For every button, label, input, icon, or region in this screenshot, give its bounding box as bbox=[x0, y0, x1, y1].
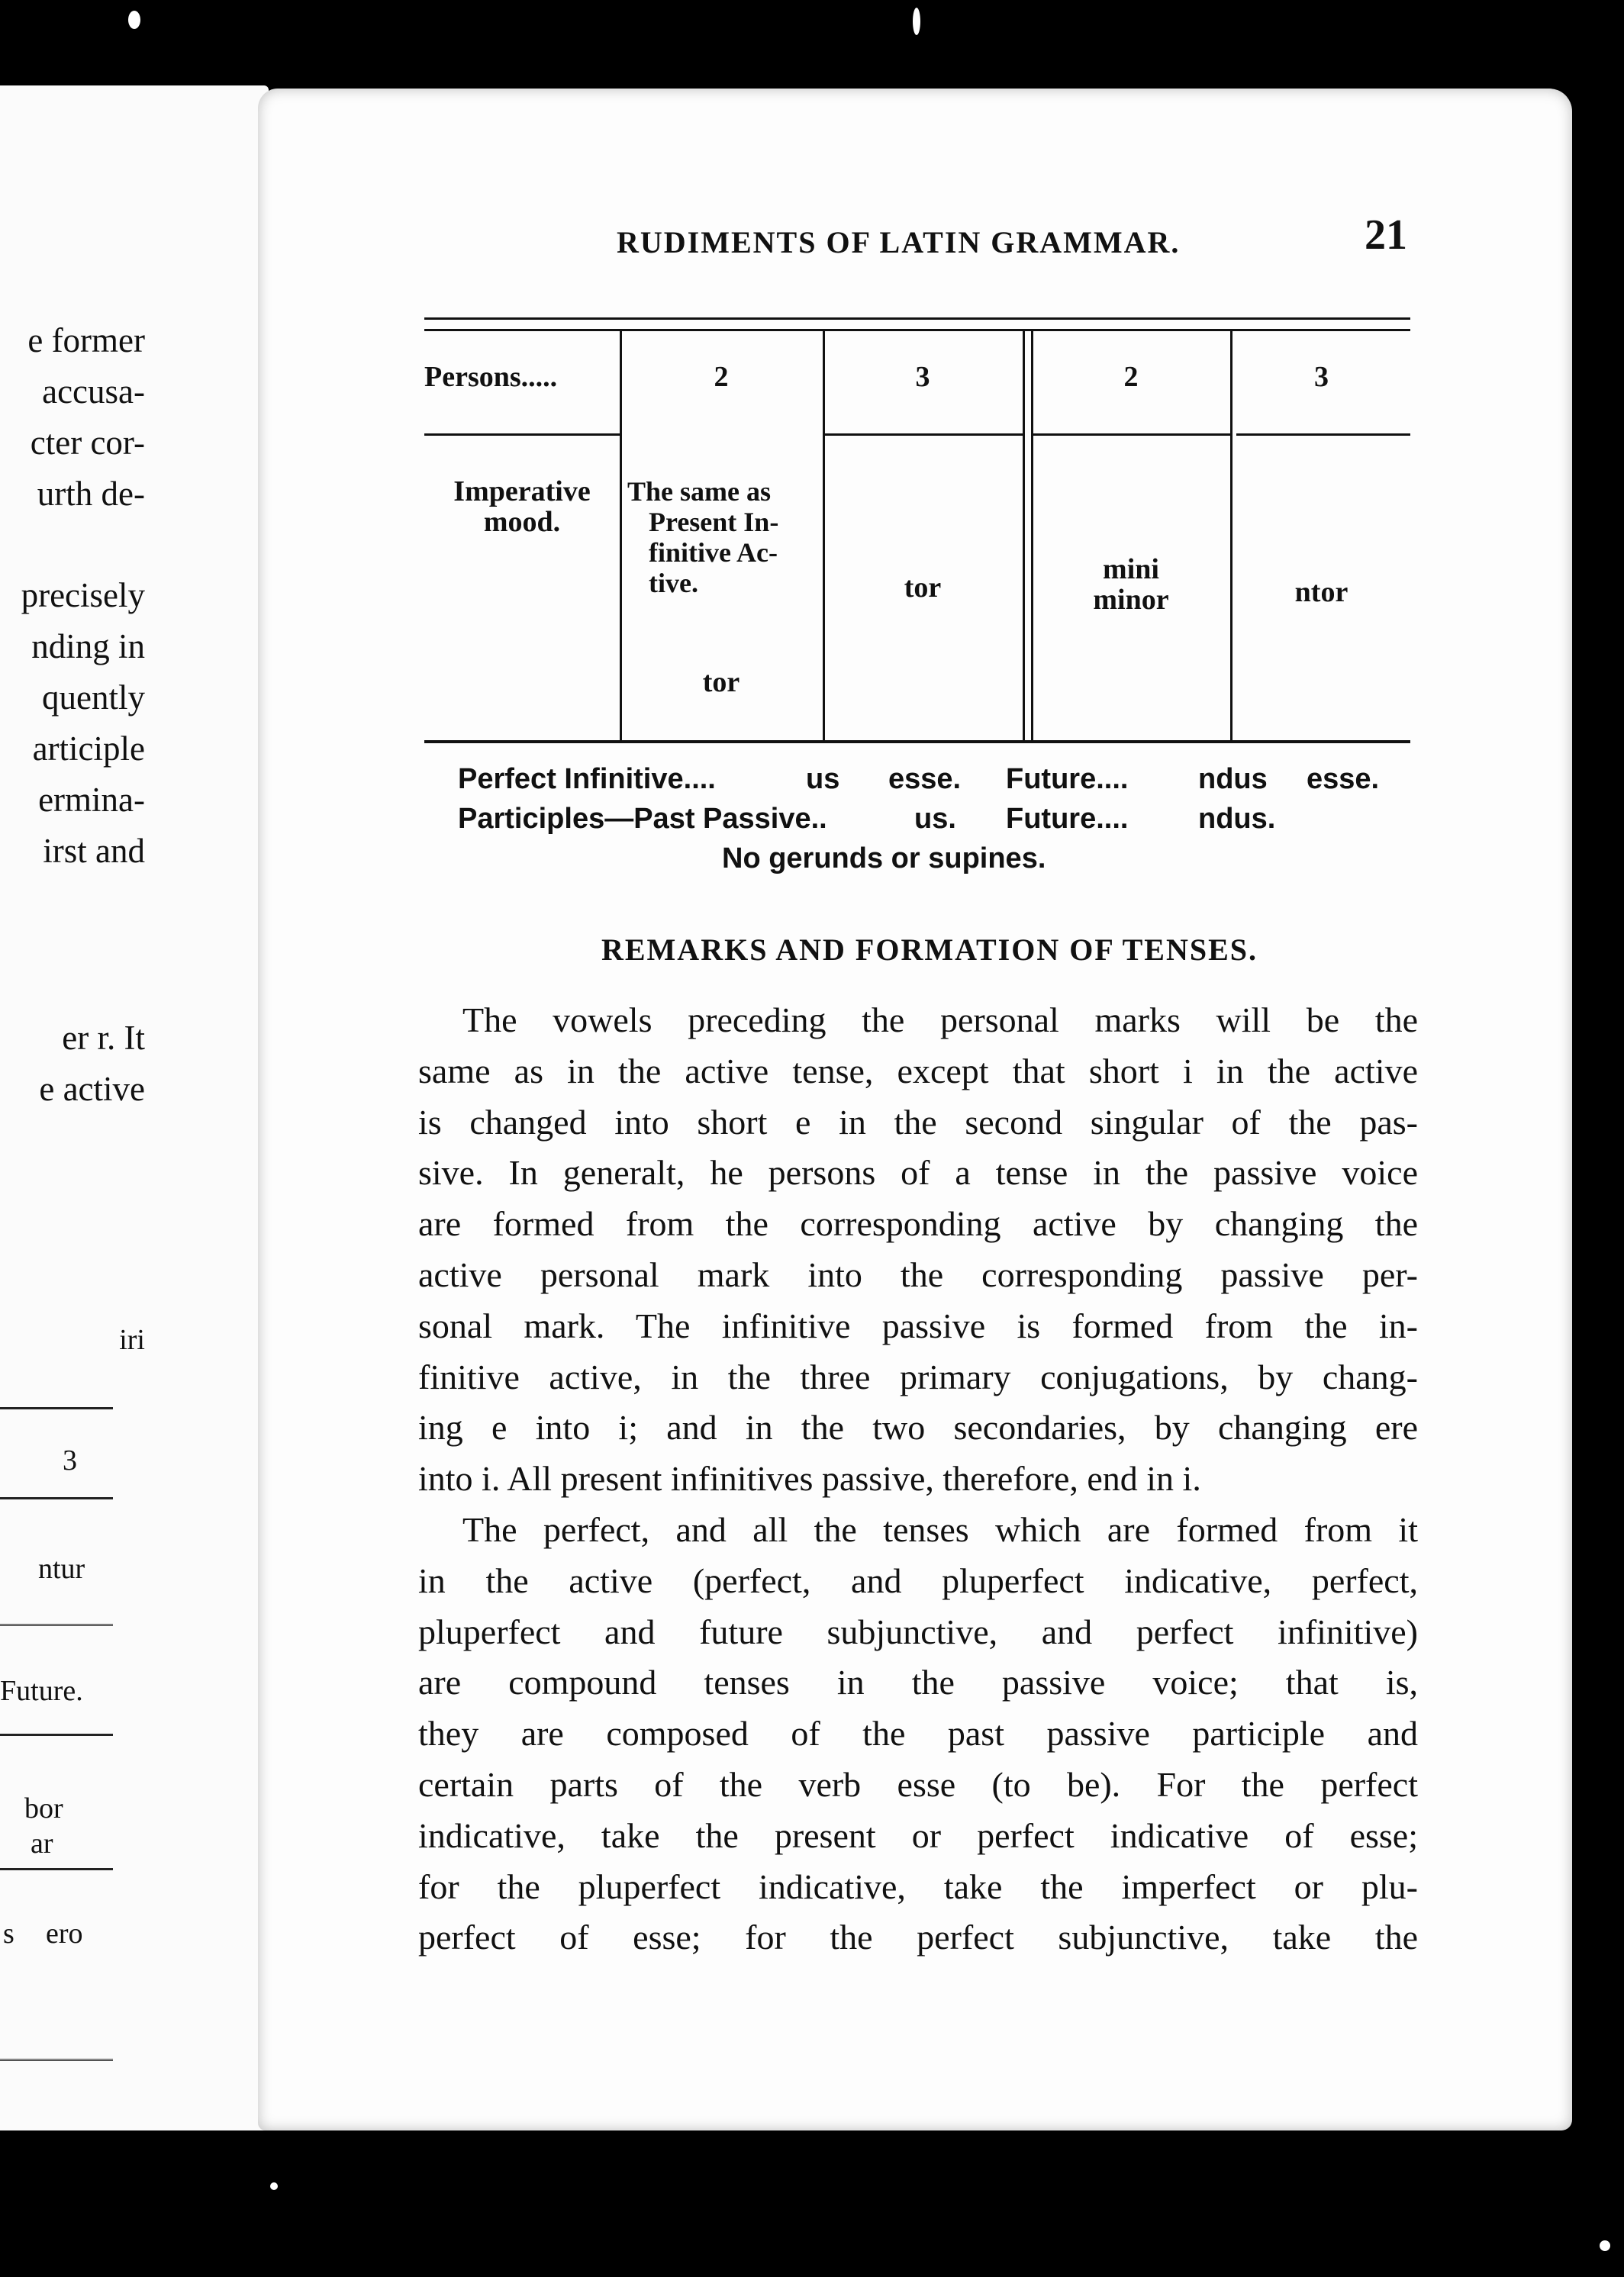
persons-value: 2 bbox=[714, 361, 729, 393]
note-value: us. bbox=[914, 803, 956, 835]
imperative-line: finitive Ac- bbox=[649, 537, 778, 568]
text-line: for the pluperfect indicative, take the imperfect or plu- bbox=[418, 1866, 1418, 1906]
left-line: accusa- bbox=[42, 372, 145, 411]
imperative-line: Present In- bbox=[649, 507, 779, 537]
left-table-cell: ar bbox=[31, 1828, 53, 1860]
note-value: Future.... bbox=[1006, 803, 1129, 835]
left-line: quently bbox=[42, 678, 145, 717]
imperative-ending bbox=[1032, 554, 1230, 615]
text-line: The vowels preceding the personal marks will be the bbox=[462, 1000, 1418, 1039]
imperative-line: minor bbox=[1093, 584, 1169, 616]
running-header: RUDIMENTS OF LATIN GRAMMAR. bbox=[617, 225, 1181, 259]
text-line: into i. All present infinitives passive, therefore, end in i. bbox=[418, 1459, 1201, 1499]
left-line: nding in bbox=[31, 627, 145, 665]
page-number: 21 bbox=[1365, 211, 1407, 259]
left-table-cell: ntur bbox=[38, 1553, 85, 1585]
left-line: urth de- bbox=[37, 475, 145, 513]
text-line: is changed into short e in the second singular of the pas- bbox=[418, 1102, 1418, 1142]
text-line: perfect of esse; for the perfect subjunctive, take the bbox=[418, 1918, 1418, 1957]
persons-value: 3 bbox=[1314, 361, 1329, 393]
left-table-cell: Future. bbox=[0, 1675, 83, 1707]
note-value: ndus. bbox=[1198, 803, 1276, 835]
table-row-rule bbox=[1032, 433, 1230, 436]
text-line: sive. In generalt, he persons of a tense in the passive voice bbox=[418, 1153, 1418, 1193]
imperative-line: The same as bbox=[627, 476, 771, 507]
text-line: are formed from the corresponding active by changing the bbox=[418, 1204, 1418, 1244]
left-table-rule bbox=[0, 1624, 113, 1630]
book-page bbox=[258, 89, 1572, 2130]
imperative-line: tive. bbox=[649, 568, 698, 598]
note-perfect-infinitive-label: Perfect Infinitive.... bbox=[458, 763, 716, 795]
left-table-cell: s bbox=[3, 1918, 14, 1950]
imperative-ending: tor bbox=[904, 572, 942, 604]
left-table-cell: 3 bbox=[63, 1444, 77, 1477]
note-value: us bbox=[806, 763, 840, 795]
table-row-rule bbox=[1236, 433, 1410, 436]
text-line: certain parts of the verb esse (to be). For the perfect bbox=[418, 1764, 1418, 1804]
table-top-rule bbox=[424, 317, 1410, 331]
text-line: in the active (perfect, and pluperfect indicative, perfect, bbox=[418, 1560, 1418, 1600]
left-table-rule bbox=[0, 2059, 113, 2065]
scan-speck bbox=[128, 11, 140, 29]
text-line: sonal mark. The infinitive passive is formed from the in- bbox=[418, 1306, 1418, 1345]
note-value: esse. bbox=[888, 763, 962, 795]
text-line: same as in the active tense, except that short i in the active bbox=[418, 1051, 1418, 1090]
left-line: irst and bbox=[43, 832, 145, 870]
table-column-divider bbox=[1230, 331, 1232, 740]
note-value: esse. bbox=[1307, 763, 1380, 795]
paragraph bbox=[418, 995, 1418, 1046]
left-line: e former bbox=[27, 321, 145, 359]
left-table-rule bbox=[0, 1497, 113, 1499]
left-line: articiple bbox=[32, 729, 145, 768]
paragraph bbox=[418, 1505, 1418, 1556]
note-no-gerunds: No gerunds or supines. bbox=[722, 842, 1046, 874]
table-double-divider bbox=[1023, 331, 1033, 740]
text-line: are compound tenses in the passive voice; that is, bbox=[418, 1663, 1418, 1702]
left-table-rule bbox=[0, 1407, 113, 1409]
imperative-ending: tor bbox=[702, 666, 740, 698]
left-line: cter cor- bbox=[30, 424, 145, 462]
note-value: Future.... bbox=[1006, 763, 1129, 795]
body-text bbox=[418, 995, 1418, 1963]
note-participles-label: Participles—Past Passive.. bbox=[458, 803, 827, 835]
text-line: The perfect, and all the tenses which are formed from it bbox=[462, 1509, 1418, 1549]
scan-speck bbox=[270, 2182, 278, 2190]
left-line: precisely bbox=[21, 576, 145, 614]
note-value: ndus bbox=[1198, 763, 1268, 795]
left-table-rule bbox=[0, 1734, 113, 1736]
persons-label: Persons..... bbox=[424, 361, 558, 393]
left-line: er r. It bbox=[62, 1019, 145, 1057]
scan-speck bbox=[913, 8, 920, 35]
persons-value: 3 bbox=[915, 361, 930, 393]
table-bottom-rule bbox=[424, 740, 1410, 743]
mood-label: Imperative mood. bbox=[453, 475, 591, 538]
section-title: REMARKS AND FORMATION OF TENSES. bbox=[601, 932, 1258, 967]
table-row-rule bbox=[424, 433, 620, 436]
table-row-rule bbox=[823, 433, 1023, 436]
previous-page-fragment bbox=[0, 85, 269, 2130]
left-table-cell: bor bbox=[24, 1792, 63, 1824]
scan-speck bbox=[1600, 2240, 1610, 2251]
text-line: they are composed of the past passive participle and bbox=[418, 1714, 1418, 1754]
persons-value: 2 bbox=[1123, 361, 1139, 393]
left-table-cell: ero bbox=[46, 1918, 83, 1950]
left-line: e active bbox=[39, 1070, 145, 1108]
left-line: iri bbox=[119, 1324, 145, 1356]
left-line: ermina- bbox=[38, 781, 145, 819]
text-line: active personal mark into the corresponding passive per- bbox=[418, 1254, 1418, 1294]
text-line: indicative, take the present or perfect indicative of esse; bbox=[418, 1815, 1418, 1855]
text-line: pluperfect and future subjunctive, and perfect infinitive) bbox=[418, 1612, 1418, 1651]
imperative-line: mini bbox=[1103, 553, 1159, 585]
text-line: ing e into i; and in the two secondaries, by changing ere bbox=[418, 1408, 1418, 1448]
left-table-rule bbox=[0, 1868, 113, 1870]
imperative-cell bbox=[627, 476, 818, 598]
text-line: finitive active, in the three primary conjugations, by chang- bbox=[418, 1357, 1418, 1396]
table-column-divider bbox=[823, 331, 825, 740]
imperative-ending: ntor bbox=[1294, 576, 1348, 608]
